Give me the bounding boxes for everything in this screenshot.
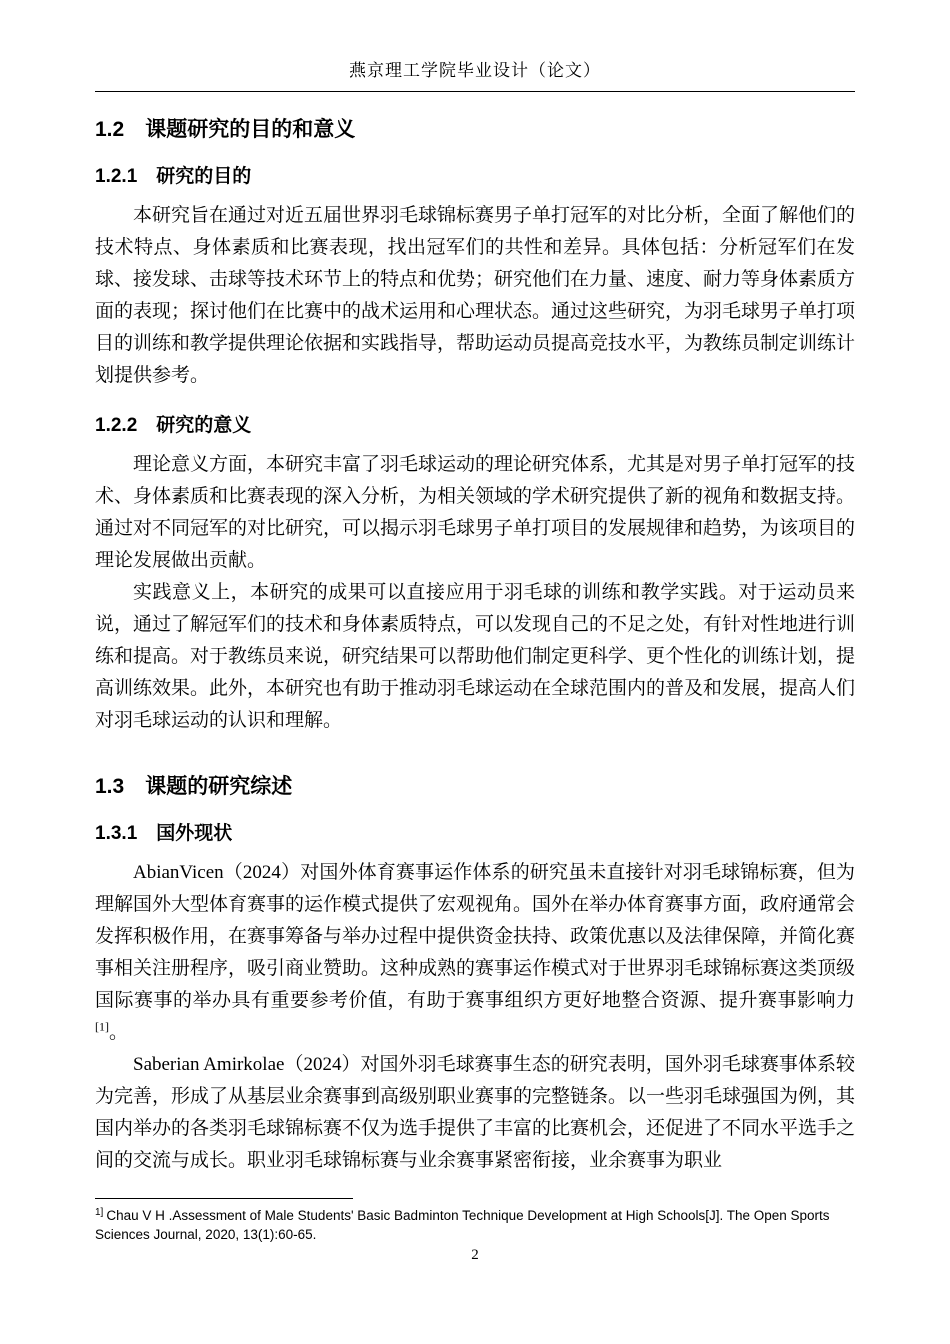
subsection-heading-1-2-2: 1.2.2 研究的意义 — [95, 414, 252, 436]
page-header — [95, 56, 855, 92]
paragraph-saberian-study: Saberian Amirkolae（2024）对国外羽毛球赛事生态的研究表明，国外羽毛球赛事体系较为完善，形成了从基层业余赛事到高级别职业赛事的完整链条。以一些羽毛球强国为例，其国内举办的各类羽毛球锦标赛不仅为选手提供了丰富的比赛机会，还促进了不同水平选手之间的交流与成长。职业羽毛球锦标赛与业余赛事紧密衔接，业余赛事为职业 — [95, 1053, 856, 1171]
footnote-citation-text: Chau V H .Assessment of Male Students' Basic Badminton Technique Development at High Schools[J]. The Open Sports Sciences Journal, 2020, 13(1):60-65. — [95, 1208, 830, 1242]
paragraph-text-before-ref: AbianVicen（2024）对国外体育赛事运作体系的研究虽未直接针对羽毛球锦标赛，但为理解国外大型体育赛事的运作模式提供了宏观视角。国外在举办体育赛事方面，政府通常会发挥积极作用，在赛事筹备与举办过程中提供资金扶持、政策优惠以及法律保障，并简化赛事相关注册程序，吸引商业赞助。这种成熟的赛事运作模式对于世界羽毛球锦标赛这类顶级国际赛事的举办具有重要参考价值，有助于赛事组织方更好地整合资源、提升赛事影响力 — [95, 861, 856, 1011]
subsection-heading-1-3-1: 1.3.1 国外现状 — [95, 822, 233, 844]
header-title: 燕京理工学院毕业设计（论文） — [349, 61, 601, 80]
footnote-ref-1: [1] — [95, 1019, 109, 1034]
subsection-heading-1-2-1: 1.2.1 研究的目的 — [95, 166, 252, 188]
footnote-marker: 1] — [95, 1206, 104, 1218]
section-heading-1-3: 1.3 课题的研究综述 — [95, 774, 293, 798]
footnote-separator-line — [95, 1198, 353, 1199]
footnote-entry — [95, 1206, 855, 1244]
paragraph-text-after-ref: 。 — [109, 1021, 129, 1043]
footnote-area — [95, 1198, 855, 1244]
section-heading-1-2: 1.2 课题研究的目的和意义 — [95, 118, 356, 141]
paragraph-practical-significance: 实践意义上，本研究的成果可以直接应用于羽毛球的训练和教学实践。对于运动员来说，通过了解冠军们的技术和身体素质特点，可以发现自己的不足之处，有针对性地进行训练和提高。对于教练员来说，研究结果可以帮助他们制定更科学、更个性化的训练计划，提高训练效果。此外，本研究也有助于推动羽毛球运动在全球范围内的普及和发展，提高人们对羽毛球运动的认识和理解。 — [95, 581, 856, 731]
page-number: 2 — [471, 1247, 479, 1263]
paragraph-abianvicen-study — [95, 857, 855, 1049]
paragraph-research-purpose: 本研究旨在通过对近五届世界羽毛球锦标赛男子单打冠军的对比分析，全面了解他们的技术特点、身体素质和比赛表现，找出冠军们的共性和差异。具体包括：分析冠军们在发球、接发球、击球等技术环节上的特点和优势；研究他们在力量、速度、耐力等身体素质方面的表现；探讨他们在比赛中的战术运用和心理状态。通过这些研究，为羽毛球男子单打项目的训练和教学提供理论依据和实践指导，帮助运动员提高竞技水平，为教练员制定训练计划提供参考。 — [95, 204, 856, 386]
paragraph-theoretical-significance: 理论意义方面，本研究丰富了羽毛球运动的理论研究体系，尤其是对男子单打冠军的技术、身体素质和比赛表现的深入分析，为相关领域的学术研究提供了新的视角和数据支持。通过对不同冠军的对比研究，可以揭示羽毛球男子单打项目的发展规律和趋势，为该项目的理论发展做出贡献。 — [95, 453, 856, 571]
